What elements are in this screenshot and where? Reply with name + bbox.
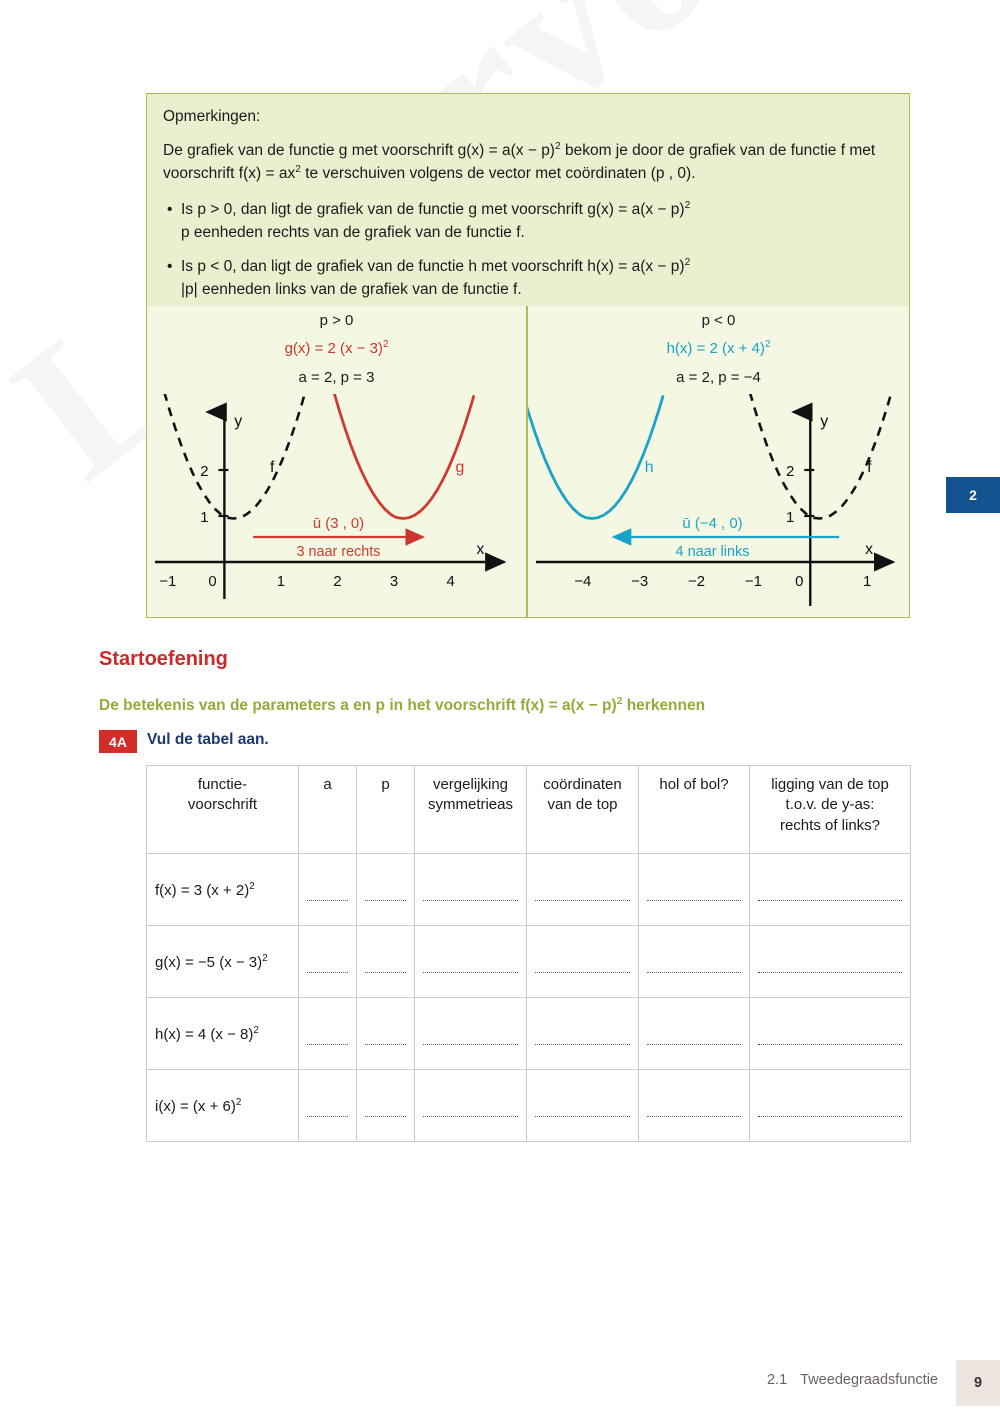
x-ticklabel-1: 1: [276, 572, 286, 591]
answer-dotted-line: [307, 1044, 348, 1045]
cell-function-formula: [147, 926, 299, 998]
graph-title-p-negative: p < 0: [701, 312, 736, 329]
x-ticklabel-0: 0: [795, 572, 804, 591]
col-header-line: rechts of links?: [779, 816, 881, 834]
answer-dotted-line: [535, 1044, 630, 1045]
exercise-table: [146, 765, 911, 1142]
remarks-bullet-2-line1: Is p < 0, dan ligt de grafiek van de functie h met voorschrift h(x) = a(x − p): [181, 257, 685, 275]
answer-dotted-line: [365, 972, 406, 973]
cell-function-formula: [147, 1070, 299, 1142]
x-axis-label: x: [476, 540, 485, 559]
cell-answer-hol-bol[interactable]: [639, 1070, 750, 1142]
cell-answer-hol-bol[interactable]: [639, 926, 750, 998]
cell-answer-symmetrieas[interactable]: [415, 998, 527, 1070]
graph-params-p-negative: a = 2, p = −4: [676, 369, 761, 386]
y-axis-label: y: [820, 412, 829, 431]
cell-answer-a[interactable]: [299, 854, 357, 926]
startoefening-subtitle-tail: herkennen: [622, 697, 706, 714]
cell-answer-coordinaten[interactable]: [527, 926, 639, 998]
cell-answer-hol-bol[interactable]: [639, 854, 750, 926]
table-row: [147, 998, 911, 1070]
cell-answer-symmetrieas[interactable]: [415, 854, 527, 926]
x-ticklabel-neg2: −2: [688, 572, 706, 591]
remarks-bullet-1-line2: p eenheden rechts van de grafiek van de functie f.: [181, 223, 525, 241]
formula-text: g(x) = −5 (x − 3): [155, 953, 263, 971]
col-header-a: [299, 766, 357, 854]
y-ticklabel-1: 1: [785, 508, 795, 527]
y-ticklabel-2: 2: [785, 462, 795, 481]
answer-dotted-line: [647, 1044, 741, 1045]
answer-dotted-line: [423, 900, 518, 901]
cell-answer-p[interactable]: [357, 854, 415, 926]
exercise-table-wrapper: [146, 765, 910, 1142]
graph-svg-p-positive: [147, 394, 526, 616]
remarks-paragraph-part3: te verschuiven volgens de vector met coördinaten (p , 0).: [300, 164, 696, 182]
curve-label-h: h: [644, 458, 654, 477]
formula-sup: 2: [235, 1096, 242, 1108]
table-header-row: [147, 766, 911, 854]
col-header-line: functie-: [197, 776, 248, 793]
cell-answer-symmetrieas[interactable]: [415, 926, 527, 998]
graph-formula-p-positive-text: g(x) = 2 (x − 3): [284, 340, 383, 357]
exercise-instruction: Vul de tabel aan.: [147, 731, 269, 748]
curve-label-g: g: [455, 458, 465, 477]
cell-answer-ligging[interactable]: [750, 1070, 911, 1142]
footer-section: [767, 1372, 938, 1388]
remarks-bullet-2-line2: |p| eenheden links van de grafiek van de functie f.: [181, 280, 522, 298]
remarks-paragraph: [163, 140, 893, 186]
x-ticklabel-neg4: −4: [574, 572, 592, 591]
col-header-line: t.o.v. de y-as:: [785, 796, 875, 814]
cell-answer-symmetrieas[interactable]: [415, 1070, 527, 1142]
answer-dotted-line: [307, 1116, 348, 1117]
cell-answer-coordinaten[interactable]: [527, 1070, 639, 1142]
startoefening-title: Startoefening: [99, 648, 228, 670]
bullet-dot-icon: •: [167, 257, 173, 275]
footer-section-number: 2.1: [766, 1372, 788, 1388]
answer-dotted-line: [535, 900, 630, 901]
cell-answer-ligging[interactable]: [750, 854, 911, 926]
remarks-paragraph-sup1: 2: [554, 140, 561, 152]
page-footer: [0, 1360, 1000, 1406]
answer-dotted-line: [647, 900, 741, 901]
remarks-paragraph-part2: bekom je door de grafiek van de functie f met voorschrift f(x) = ax: [163, 142, 876, 182]
answer-dotted-line: [535, 972, 630, 973]
graph-title-p-positive: p > 0: [319, 312, 354, 329]
cell-answer-p[interactable]: [357, 998, 415, 1070]
cell-function-formula: [147, 998, 299, 1070]
cell-answer-ligging[interactable]: [750, 926, 911, 998]
answer-dotted-line: [423, 1044, 518, 1045]
answer-dotted-line: [647, 1116, 741, 1117]
col-header-functievoorschrift: [147, 766, 299, 854]
x-ticklabel-3: 3: [389, 572, 399, 591]
x-ticklabel-neg3: −3: [631, 572, 649, 591]
bullet-dot-icon: •: [167, 200, 173, 218]
cell-answer-a[interactable]: [299, 1070, 357, 1142]
y-ticklabel-2: 2: [200, 462, 209, 481]
x-ticklabel-neg1: −1: [744, 572, 762, 591]
x-ticklabel-4: 4: [446, 572, 455, 591]
cell-function-formula: [147, 854, 299, 926]
graph-panel-p-positive: [147, 306, 528, 617]
chapter-tab[interactable]: [946, 477, 1000, 513]
translation-vector-label: ū (−4 , 0): [682, 514, 743, 533]
exercise-badge-label: 4A: [109, 733, 127, 750]
graph-formula-p-negative: [528, 340, 909, 357]
curve-label-f: f: [270, 458, 275, 477]
formula-text: f(x) = 3 (x + 2): [155, 881, 250, 899]
col-header-line: symmetrieas: [427, 796, 513, 814]
table-row: [147, 926, 911, 998]
curve-g-solid: [334, 394, 474, 519]
remarks-title: Opmerkingen:: [163, 108, 261, 125]
translation-caption: 4 naar links: [675, 543, 750, 561]
col-header-line: van de top: [547, 796, 618, 814]
col-header-line: vergelijking: [432, 776, 509, 793]
col-header-line: coördinaten: [543, 776, 622, 793]
table-row: [147, 854, 911, 926]
translation-caption: 3 naar rechts: [296, 543, 381, 561]
answer-dotted-line: [647, 972, 741, 973]
formula-sup: 2: [262, 952, 268, 964]
remarks-bullet-1-line1: Is p > 0, dan ligt de grafiek van de functie g met voorschrift g(x) = a(x − p): [181, 200, 685, 218]
remarks-bullet-1-body: [181, 199, 893, 245]
remarks-bullet-1-sup: 2: [684, 199, 691, 211]
cell-answer-ligging[interactable]: [750, 998, 911, 1070]
cell-answer-p[interactable]: [357, 1070, 415, 1142]
translation-vector-label: ū (3 , 0): [312, 514, 365, 533]
graph-panels: [146, 306, 910, 618]
curve-label-f: f: [867, 458, 872, 477]
col-header-line: a: [323, 776, 332, 793]
x-ticklabel-2: 2: [333, 572, 342, 591]
x-axis-label: x: [865, 540, 874, 559]
answer-dotted-line: [365, 1116, 406, 1117]
x-ticklabel-1: 1: [862, 572, 872, 591]
cell-answer-a[interactable]: [299, 926, 357, 998]
remarks-paragraph-part1: De grafiek van de functie g met voorschrift g(x) = a(x − p): [163, 142, 555, 159]
curve-h-solid: [528, 394, 663, 519]
answer-dotted-line: [307, 900, 348, 901]
cell-answer-a[interactable]: [299, 998, 357, 1070]
col-header-p: [357, 766, 415, 854]
answer-dotted-line: [535, 1116, 630, 1117]
x-ticklabel-neg1: −1: [159, 572, 177, 591]
y-ticklabel-1: 1: [200, 508, 209, 527]
chapter-tab-label: 2: [969, 487, 977, 503]
col-header-vergelijking-symmetrieas: [415, 766, 527, 854]
graph-formula-p-negative-sup: 2: [764, 339, 771, 350]
graph-formula-p-negative-text: h(x) = 2 (x + 4): [666, 340, 765, 357]
table-row: [147, 1070, 911, 1142]
answer-dotted-line: [758, 900, 902, 901]
formula-text: h(x) = 4 (x − 8): [155, 1025, 254, 1043]
formula-sup: 2: [253, 1024, 259, 1036]
remarks-bullet-1: [163, 199, 893, 245]
remarks-bullet-2-body: [181, 256, 893, 302]
answer-dotted-line: [758, 1116, 902, 1117]
startoefening-subtitle-sup: 2: [616, 695, 623, 707]
graph-formula-p-positive-sup: 2: [382, 339, 389, 350]
footer-page-number-label: 9: [973, 1375, 983, 1391]
graph-panel-p-negative: [528, 306, 909, 617]
col-header-line: ligging van de top: [771, 776, 889, 793]
cell-answer-hol-bol[interactable]: [639, 998, 750, 1070]
cell-answer-coordinaten[interactable]: [527, 854, 639, 926]
cell-answer-p[interactable]: [357, 926, 415, 998]
answer-dotted-line: [365, 900, 406, 901]
remarks-bullet-2: [163, 256, 893, 302]
answer-dotted-line: [307, 972, 348, 973]
exercise-badge-4a[interactable]: [99, 730, 137, 753]
col-header-line: p: [381, 776, 390, 793]
footer-section-title: Tweedegraadsfunctie: [800, 1372, 938, 1388]
col-header-hol-of-bol: [639, 766, 750, 854]
startoefening-subtitle: [99, 697, 705, 715]
col-header-line: hol of bol?: [659, 776, 729, 793]
remarks-box: [146, 93, 910, 317]
x-ticklabel-0: 0: [208, 572, 217, 591]
answer-dotted-line: [423, 1116, 518, 1117]
graph-svg-p-negative: [528, 394, 909, 616]
formula-text: i(x) = (x + 6): [155, 1097, 236, 1115]
formula-sup: 2: [249, 880, 255, 892]
col-header-ligging-top: [750, 766, 911, 854]
startoefening-subtitle-text: De betekenis van de parameters a en p in het voorschrift f(x) = a(x − p): [99, 697, 617, 714]
col-header-line: voorschrift: [187, 796, 258, 814]
answer-dotted-line: [758, 972, 902, 973]
footer-page-number: [956, 1360, 1000, 1406]
answer-dotted-line: [365, 1044, 406, 1045]
graph-formula-p-positive: [147, 340, 526, 357]
answer-dotted-line: [758, 1044, 902, 1045]
remarks-paragraph-sup2: 2: [295, 163, 301, 175]
remarks-bullet-2-sup: 2: [684, 256, 691, 268]
cell-answer-coordinaten[interactable]: [527, 998, 639, 1070]
col-header-coordinaten-top: [527, 766, 639, 854]
graph-params-p-positive: a = 2, p = 3: [298, 369, 375, 386]
answer-dotted-line: [423, 972, 518, 973]
y-axis-label: y: [234, 412, 243, 431]
